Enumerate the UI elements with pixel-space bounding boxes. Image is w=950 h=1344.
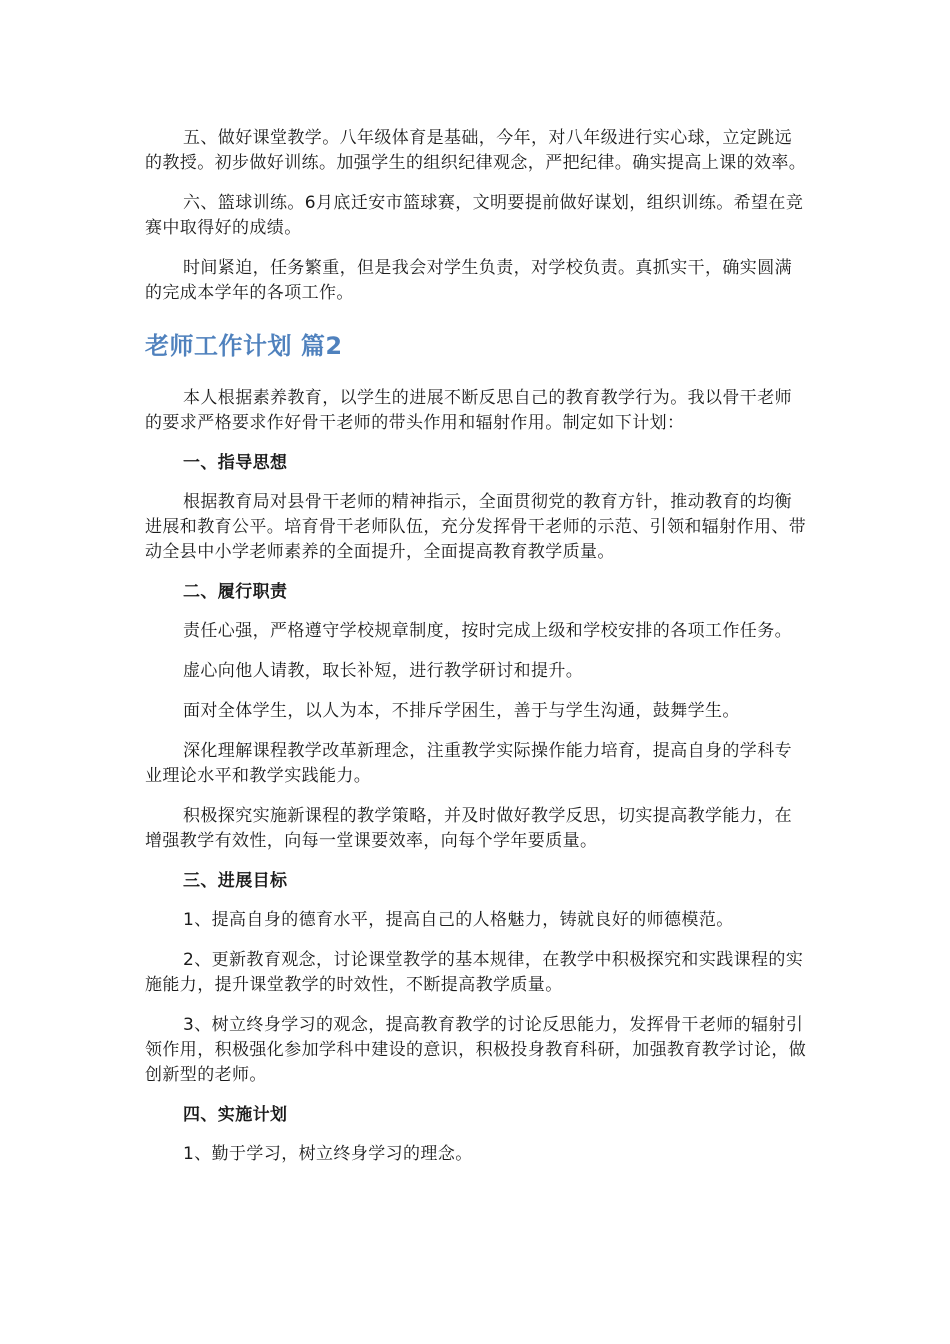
paragraph-duty-reform: 深化理解课程教学改革新理念，注重教学实际操作能力培育，提高自身的学科专业理论水平和教学实践能力。: [145, 741, 792, 786]
paragraph-basketball-training: 六、篮球训练。6月底迁安市篮球赛，文明要提前做好谋划，组织训练。希望在竞赛中取得好的成绩。: [145, 193, 804, 238]
paragraph-duty-learning: 虚心向他人请教，取长补短，进行教学研讨和提升。: [183, 661, 584, 681]
heading-development-goals: 三、进展目标: [183, 871, 288, 891]
paragraph-duty-students: 面对全体学生，以人为本，不排斥学困生，善于与学生沟通，鼓舞学生。: [183, 701, 740, 721]
paragraph-duty-strategy: 积极探究实施新课程的教学策略，并及时做好教学反思，切实提高教学能力，在增强教学有效性，向每一堂课要效率，向每个学年要质量。: [145, 806, 792, 851]
paragraph-opening: 本人根据素养教育，以学生的进展不断反思自己的教育教学行为。我以骨干老师的要求严格要求作好骨干老师的带头作用和辐射作用。制定如下计划：: [145, 388, 792, 433]
paragraph-guiding-ideology: 根据教育局对县骨干老师的精神指示，全面贯彻党的教育方针，推动教育的均衡进展和教育公平。培育骨干老师队伍，充分发挥骨干老师的示范、引领和辐射作用、带动全县中小学老师素养的全面提升，全面提高教育教学质量。: [145, 492, 807, 562]
heading-implementation-plan: 四、实施计划: [183, 1105, 288, 1125]
section-title: 老师工作计划 篇2: [145, 332, 343, 360]
paragraph-closing: 时间紧迫，任务繁重，但是我会对学生负责，对学校负责。真抓实干，确实圆满的完成本学年的各项工作。: [145, 258, 792, 303]
heading-duties: 二、履行职责: [183, 582, 288, 602]
paragraph-goal-2: 2、更新教育观念，讨论课堂教学的基本规律，在教学中积极探究和实践课程的实施能力，提升课堂教学的时效性，不断提高教学质量。: [145, 950, 804, 995]
paragraph-goal-1: 1、提高自身的德育水平，提高自己的人格魅力，铸就良好的师德模范。: [183, 910, 734, 930]
paragraph-classroom-teaching: 五、做好课堂教学。八年级体育是基础，今年，对八年级进行实心球，立定跳远的教授。初步做好训练。加强学生的组织纪律观念，严把纪律。确实提高上课的效率。: [145, 128, 807, 173]
paragraph-goal-3: 3、树立终身学习的观念，提高教育教学的讨论反思能力，发挥骨干老师的辐射引领作用，积极强化参加学科中建设的意识，积极投身教育科研，加强教育教学讨论，做创新型的老师。: [145, 1015, 807, 1085]
paragraph-plan-1: 1、勤于学习，树立终身学习的理念。: [183, 1144, 473, 1164]
document-body: [145, 126, 807, 1182]
heading-guiding-ideology: 一、指导思想: [183, 453, 288, 473]
paragraph-duty-responsibility: 责任心强，严格遵守学校规章制度，按时完成上级和学校安排的各项工作任务。: [183, 621, 792, 641]
